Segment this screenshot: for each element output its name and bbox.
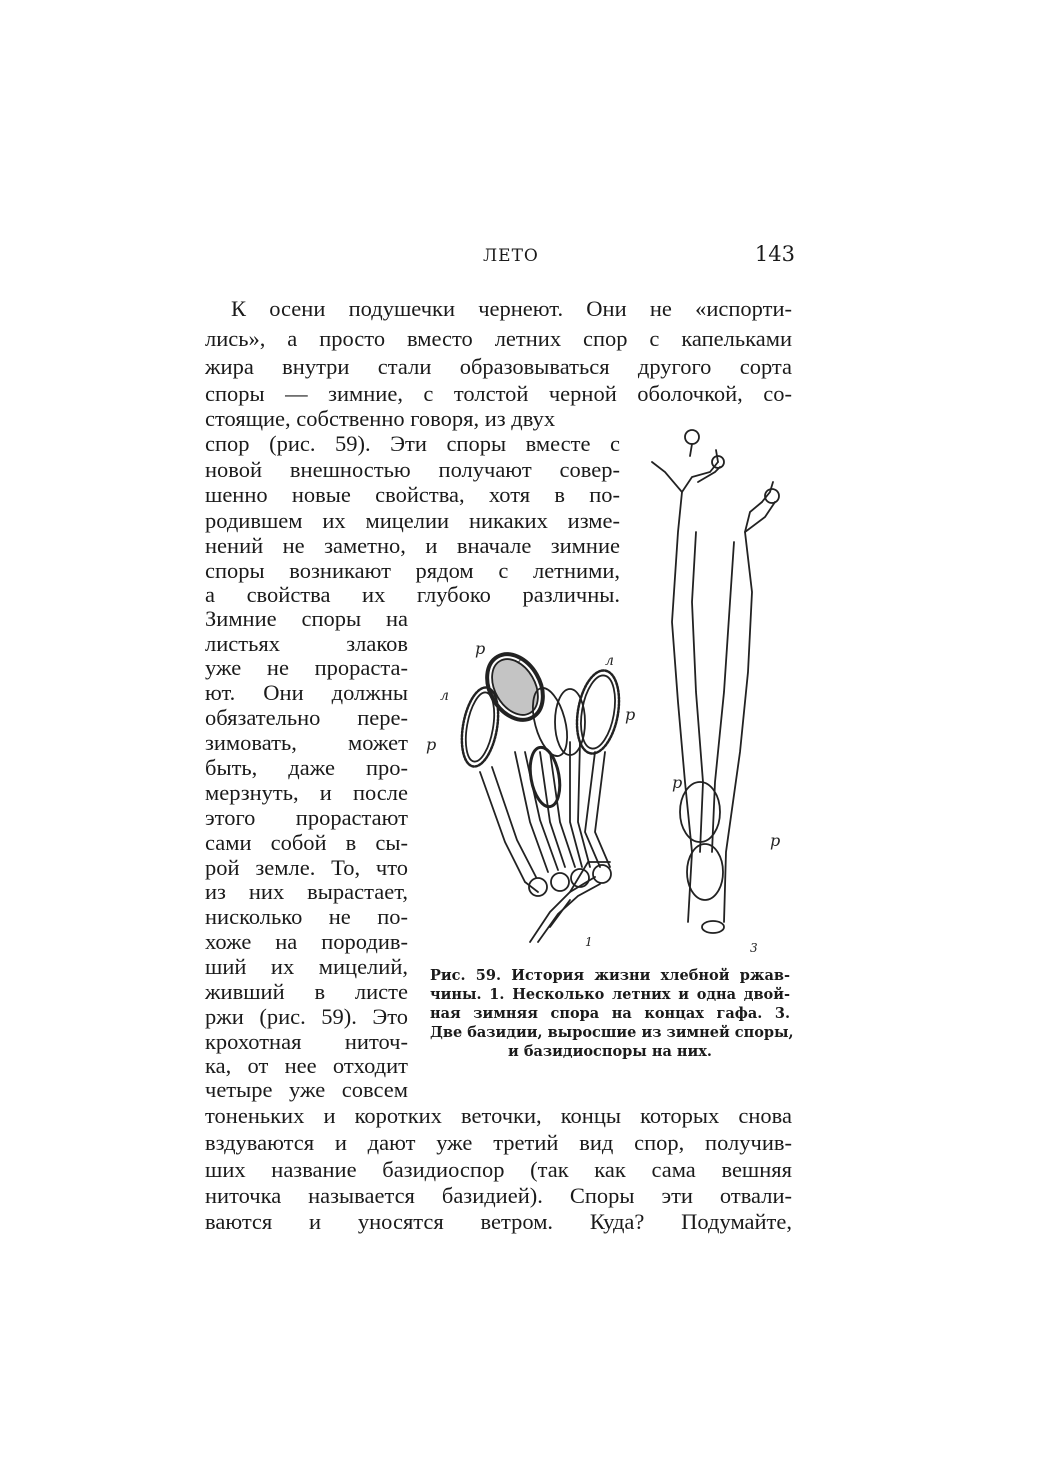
text-line: живший в листе: [205, 979, 408, 1004]
text-line: спор (рис. 59). Эти споры вместе с: [205, 431, 620, 456]
text-line: ваются и уносятся ветром. Куда? Подумайте,: [205, 1209, 792, 1234]
running-title: ЛЕТО: [483, 246, 539, 266]
text-line: ниточка называется базидией). Споры эти отвали-: [205, 1183, 792, 1208]
text-line: шенно новые свойства, хотя в по-: [205, 482, 620, 507]
text-line: уже не прораста-: [205, 655, 408, 680]
text-line: тоненьких и коротких веточки, концы которых снова: [205, 1103, 792, 1128]
label-z: з: [515, 651, 522, 665]
label-p-lower: р: [770, 831, 781, 850]
text-line: новой внешностью получают совер-: [205, 457, 620, 482]
text-line: обязательно пере-: [205, 705, 408, 730]
text-line: споры возникают рядом с летними,: [205, 558, 620, 583]
text-line: ший их мицелий,: [205, 954, 408, 979]
caption-line: Две базидии, выросшие из зимней споры,: [430, 1024, 794, 1041]
figure-59: [420, 422, 800, 952]
label-1: 1: [585, 935, 593, 949]
text-line: из них вырастает,: [205, 879, 408, 904]
spore-cluster-drawing: [456, 644, 625, 942]
text-line: листьях злаков: [205, 631, 408, 656]
label-p-stem: р: [672, 773, 683, 792]
text-line: ют. Они должны: [205, 680, 408, 705]
text-line: нисколько не по-: [205, 904, 408, 929]
text-line: четыре уже совсем: [205, 1077, 408, 1102]
figure-caption: [430, 966, 794, 1061]
text-line: ржи (рис. 59). Это: [205, 1004, 408, 1029]
label-l-right: л: [605, 653, 614, 669]
caption-line: ная зимняя спора на концах гафа. 3.: [430, 1005, 790, 1022]
text-line: вздуваются и дают уже третий вид спор, получив-: [205, 1130, 792, 1155]
text-line: быть, даже про-: [205, 755, 408, 780]
text-line: зимовать, может: [205, 730, 408, 755]
caption-line: и базидиоспоры на них.: [508, 1043, 712, 1060]
text-line: хоже на породив-: [205, 929, 408, 954]
text-line: мерзнуть, и после: [205, 780, 408, 805]
caption-line: чины. 1. Несколько летних и одна двой-: [430, 986, 790, 1003]
text-line: рой земле. То, что: [205, 855, 408, 880]
label-p-top: р: [475, 639, 486, 658]
text-line: лись», а просто вместо летних спор с капельками: [205, 326, 792, 351]
text-line: ших название базидиоспор (так как сама вешняя: [205, 1157, 792, 1182]
page-number: 143: [754, 242, 795, 266]
label-p-left: р: [426, 735, 437, 754]
text-line: а свойства их глубоко различны.: [205, 582, 620, 607]
caption-line: Рис. 59. История жизни хлебной ржав-: [430, 967, 790, 984]
rust-fungus-illustration: [420, 422, 800, 952]
text-line: сами собой в сы-: [205, 830, 408, 855]
text-line: крохотная ниточ-: [205, 1029, 408, 1054]
basidium-drawing: [652, 430, 779, 933]
text-line: Зимние споры на: [205, 606, 408, 631]
label-l-left: л: [440, 688, 449, 704]
label-p-right: р: [625, 705, 636, 724]
text-line: К осени подушечки чернеют. Они не «испорти-: [231, 296, 792, 321]
text-line: стоящие, собственно говоря, из двух: [205, 406, 556, 431]
text-line: жира внутри стали образовываться другого сорта: [205, 354, 792, 379]
text-line: ка, от нее отходит: [205, 1053, 408, 1078]
text-line: родившем их мицелии никаких изме-: [205, 508, 620, 533]
text-line: этого прорастают: [205, 805, 408, 830]
page-header: [205, 242, 795, 270]
label-3: 3: [750, 941, 758, 952]
text-line: нений не заметно, и вначале зимние: [205, 533, 620, 558]
text-line: споры — зимние, с толстой черной оболочкой, со-: [205, 381, 792, 406]
